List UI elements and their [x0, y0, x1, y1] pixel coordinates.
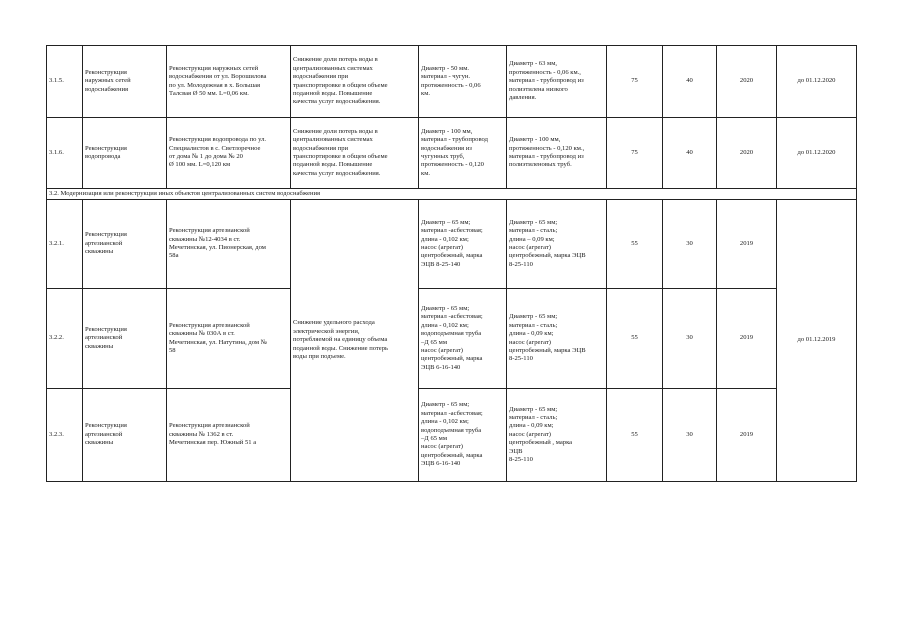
- value-2: 30: [663, 389, 717, 482]
- year: 2019: [717, 289, 777, 389]
- measure-description: Реконструкция артезианской скважины №12-4034 в ст. Мечетинская, ул. Пионерская, дом 58а: [167, 200, 291, 289]
- parameters-before: Диаметр - 65 мм; материал -асбестовая; длина - 0,102 км; водоподъемная труба –Д 65 мм насос (агрегат) центробежный, марка ЭЦВ 6-16-140: [419, 289, 507, 389]
- parameters-before: Диаметр - 50 мм. материал - чугун. протяженность - 0,06 км.: [419, 46, 507, 118]
- row-number: 3.2.3.: [47, 389, 83, 482]
- value-1: 75: [607, 46, 663, 118]
- value-1: 75: [607, 118, 663, 189]
- value-2: 40: [663, 118, 717, 189]
- parameters-after: Диаметр - 100 мм, протяженность - 0,120 км., материал - трубопровод из полиэтиленовых труб.: [507, 118, 607, 189]
- table-row: [47, 200, 857, 289]
- expected-effect: Снижение доли потерь воды в централизованных системах водоснабжения при транспортировке в общем объеме поданной воды. Повышение качества услуг водоснабжения.: [291, 46, 419, 118]
- expected-effect: Снижение удельного расхода электрической энергии, потребляемой на единицу объема поданной воды. Снижение потерь воды при подъеме.: [291, 200, 419, 482]
- value-2: 40: [663, 46, 717, 118]
- measure-name: Реконструкция артезианской скважины: [83, 200, 167, 289]
- year: 2019: [717, 200, 777, 289]
- row-number: 3.1.5.: [47, 46, 83, 118]
- parameters-before: Диаметр - 100 мм, материал - трубопровод водоснабжения из чугунных труб, протяженность - 0,120 км.: [419, 118, 507, 189]
- table-row: [47, 46, 857, 118]
- measure-name: Реконструкция артезианской скважины: [83, 289, 167, 389]
- year: 2020: [717, 46, 777, 118]
- parameters-before: Диаметр - 65 мм; материал -асбестовая; длина - 0,102 км; водоподъемная труба –Д 65 мм насос (агрегат) центробежный, марка ЭЦВ 6-16-140: [419, 389, 507, 482]
- deadline: до 01.12.2020: [777, 46, 857, 118]
- parameters-before: Диаметр – 65 мм; материал -асбестовая; длина - 0,102 км; насос (агрегат) центробежный, марка ЭЦВ 8-25-140: [419, 200, 507, 289]
- parameters-after: Диаметр - 65 мм; материал - сталь; длина - 0,09 км; насос (агрегат) центробежный, марка ЭЦВ 8-25-110: [507, 289, 607, 389]
- value-2: 30: [663, 289, 717, 389]
- section-title: 3.2. Модернизация или реконструкция иных объектов централизованных систем водоснабжения: [47, 189, 857, 200]
- table-row: [47, 389, 857, 482]
- value-1: 55: [607, 389, 663, 482]
- table-row: [47, 118, 857, 189]
- parameters-after: Диаметр - 65 мм; материал - сталь; длина – 0,09 км; насос (агрегат) центробежный, марка ЭЦВ 8-25-110: [507, 200, 607, 289]
- year: 2019: [717, 389, 777, 482]
- expected-effect: Снижение доли потерь воды в централизованных системах водоснабжения при транспортировке в общем объеме поданной воды. Повышение качества услуг водоснабжения.: [291, 118, 419, 189]
- measure-description: Реконструкция артезианской скважины № 1362 в ст. Мечетинская пер. Южный 51 а: [167, 389, 291, 482]
- value-1: 55: [607, 200, 663, 289]
- measures-table: [46, 45, 857, 482]
- row-number: 3.2.1.: [47, 200, 83, 289]
- row-number: 3.1.6.: [47, 118, 83, 189]
- deadline: до 01.12.2020: [777, 118, 857, 189]
- row-number: 3.2.2.: [47, 289, 83, 389]
- table-row: [47, 289, 857, 389]
- parameters-after: Диаметр - 65 мм; материал - сталь; длина - 0,09 км; насос (агрегат) центробежный , марка ЭЦВ 8-25-110: [507, 389, 607, 482]
- measure-name: Реконструкция наружных сетей водоснабжения: [83, 46, 167, 118]
- year: 2020: [717, 118, 777, 189]
- deadline: до 01.12.2019: [777, 200, 857, 482]
- value-1: 55: [607, 289, 663, 389]
- section-header-row: [47, 189, 857, 200]
- measure-description: Реконструкция наружных сетей водоснабжения от ул. Ворошилова по ул. Молодежная в х. Большая Талсвая Ø 50 мм. L=0,06 км.: [167, 46, 291, 118]
- measure-name: Реконструкция артезианской скважины: [83, 389, 167, 482]
- measure-description: Реконструкция артезианской скважины № 030А в ст. Мечетинская, ул. Натутина, дом № 58: [167, 289, 291, 389]
- value-2: 30: [663, 200, 717, 289]
- parameters-after: Диаметр - 63 мм, протяженность - 0,06 км., материал - трубопровод из полиэтилена низкого давления.: [507, 46, 607, 118]
- measure-description: Реконструкция водопровода по ул. Специалистов в с. Светлоречное от дома № 1 до дома № 20 Ø 100 мм. L=0,120 км: [167, 118, 291, 189]
- measure-name: Реконструкция водопровода: [83, 118, 167, 189]
